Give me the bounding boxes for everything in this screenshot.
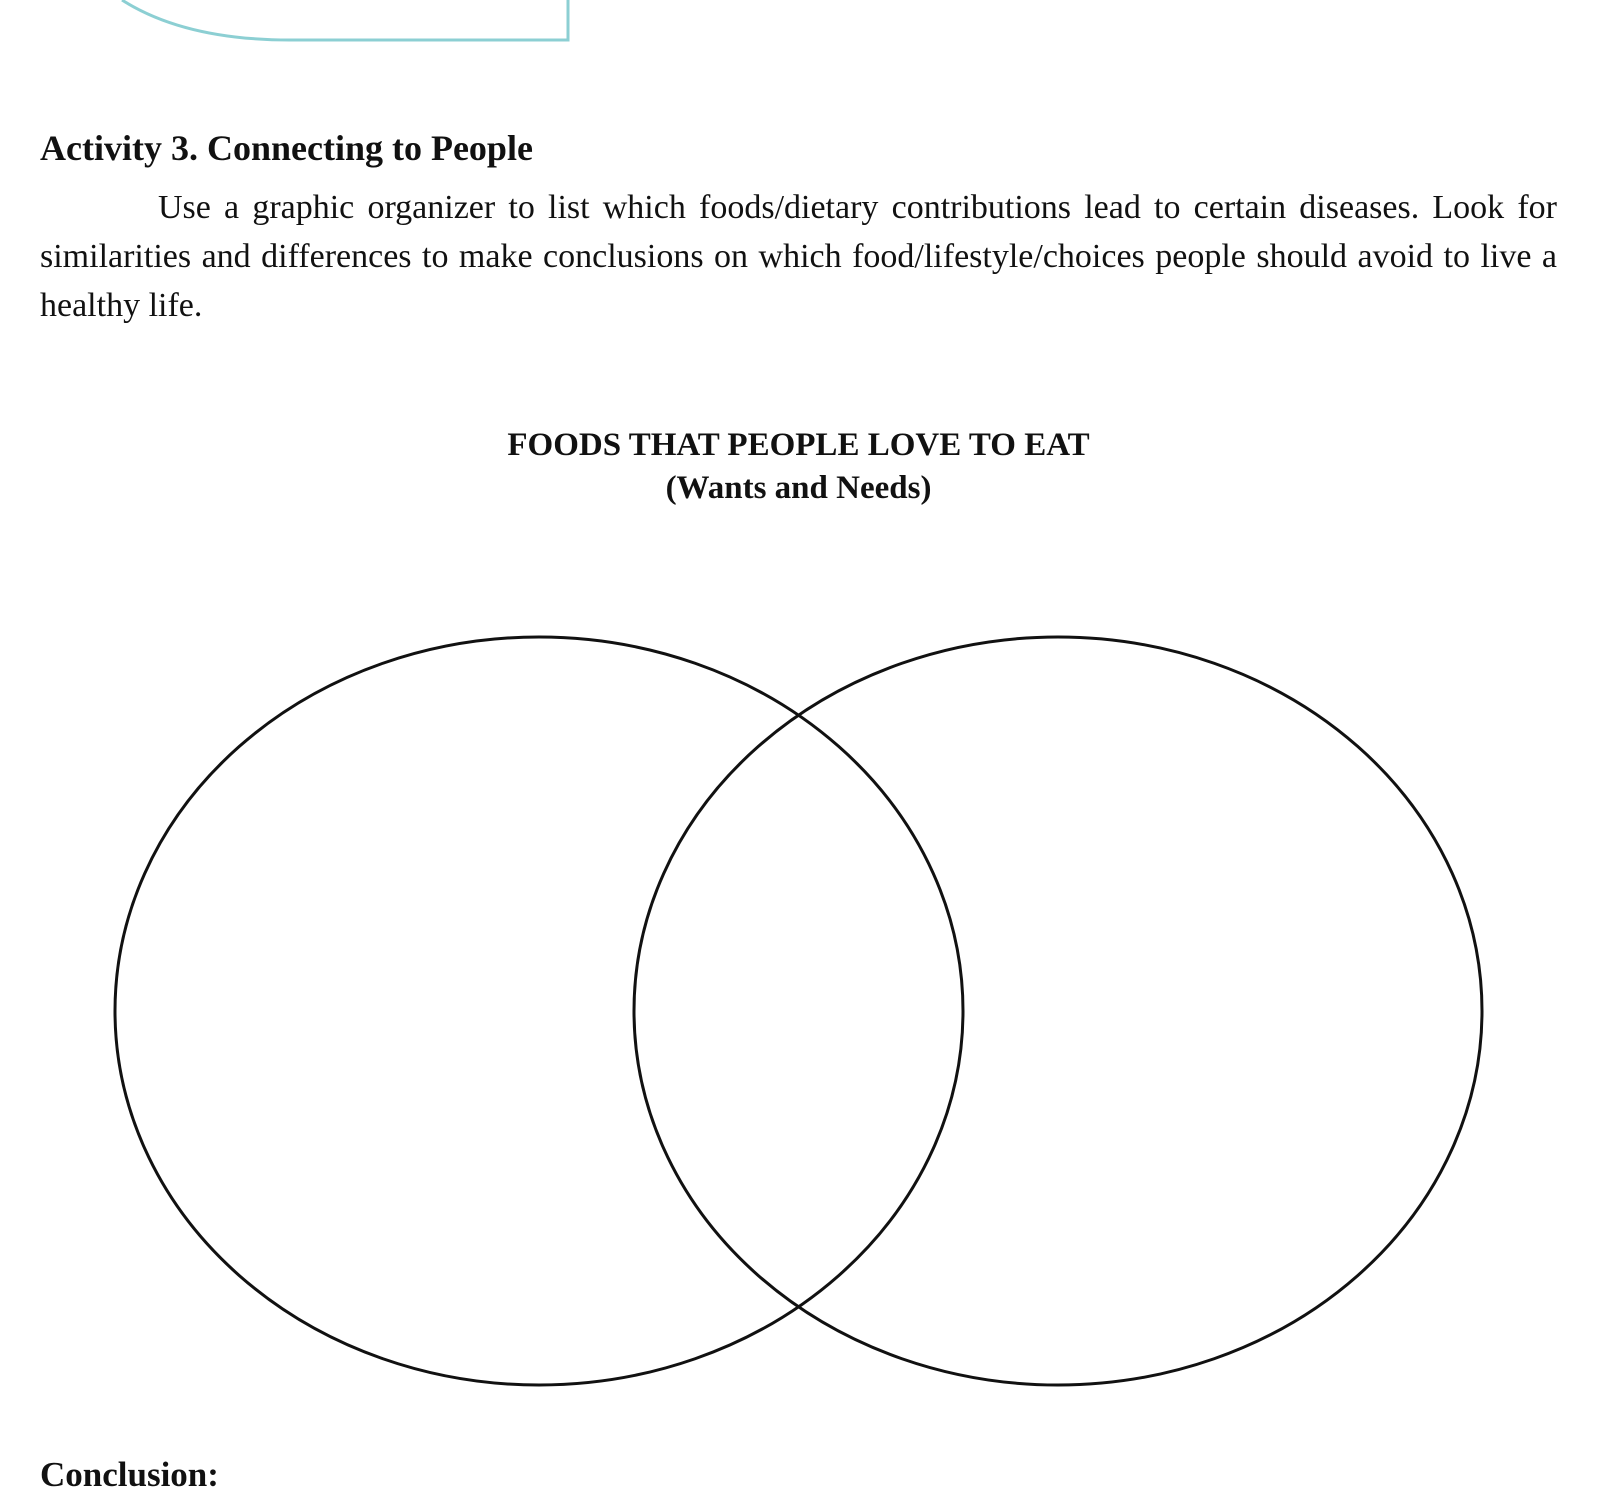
conclusion-label: Conclusion:	[40, 1455, 219, 1494]
graphic-organizer-subtitle: (Wants and Needs)	[665, 470, 932, 506]
graphic-organizer-title: FOODS THAT PEOPLE LOVE TO EAT	[507, 427, 1090, 463]
activity-instructions: Use a graphic organizer to list which foods/dietary contributions lead to certain diseases. Look for similarities and differences to make conclusions on which food/lifestyle/choices people should avoid to live a healthy life.	[40, 189, 1557, 324]
activity-heading: Activity 3. Connecting to People	[40, 128, 533, 168]
venn-left-circle	[115, 637, 963, 1385]
venn-right-circle	[634, 637, 1482, 1385]
venn-diagram	[0, 620, 1597, 1420]
previous-activity-shape-fragment	[0, 0, 1597, 60]
graphic-organizer-title-block	[0, 424, 1597, 510]
